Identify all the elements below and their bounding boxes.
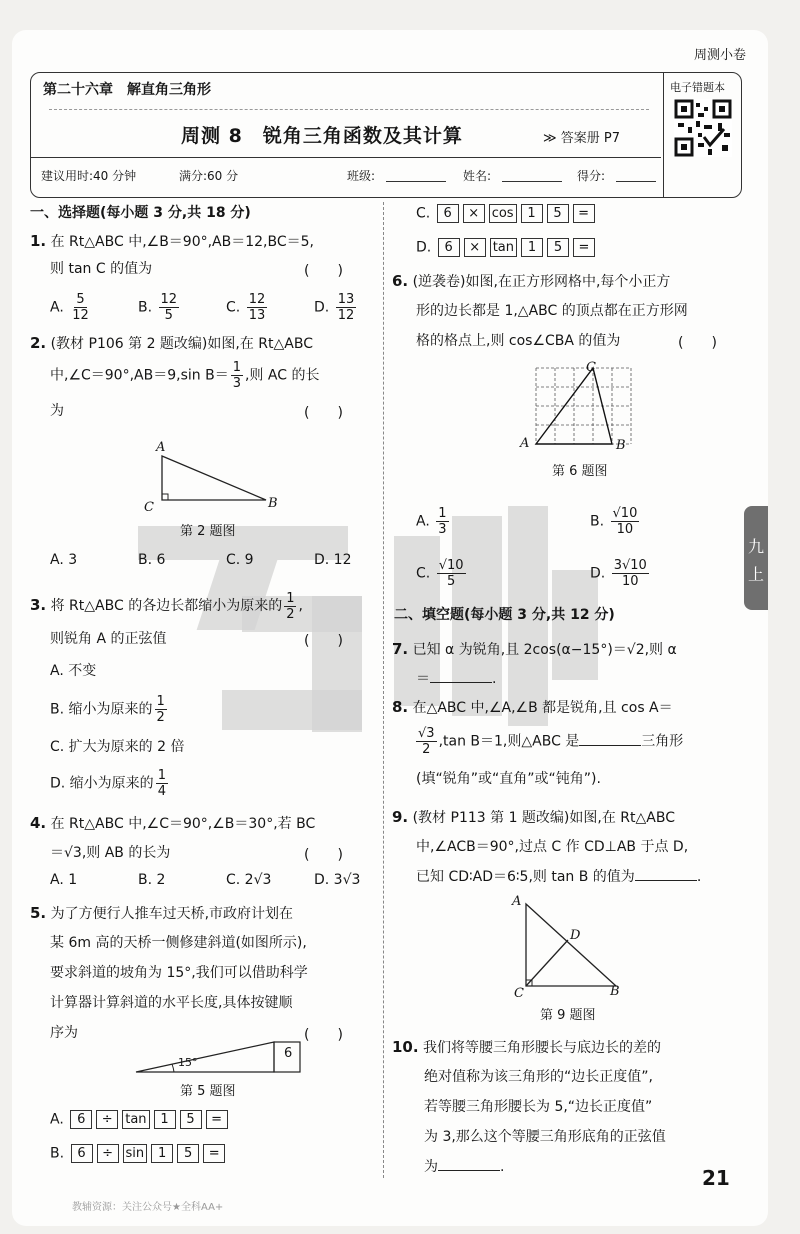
vertex-label-c: C <box>144 500 154 515</box>
option-c[interactable]: C. 9 <box>226 552 254 568</box>
fraction-numerator: 1 <box>157 768 166 783</box>
option-c[interactable] <box>416 558 468 589</box>
fraction-denominator: 12 <box>337 308 355 323</box>
question-6-grid-figure <box>532 364 636 448</box>
question-text: 在 Rt△ABC 中,∠C＝90°,∠B＝30°,若 BC <box>50 816 316 832</box>
question-number: 7. <box>392 640 409 658</box>
option-b[interactable] <box>50 694 169 725</box>
question-text: ＝ <box>416 671 430 687</box>
calculator-key: 5 <box>547 238 569 257</box>
option-letter: C. <box>416 565 431 582</box>
question-3-line2: 则锐角 A 的正弦值 <box>50 631 167 647</box>
section-title-choice: 一、选择题(每小题 3 分,共 18 分) <box>30 205 251 221</box>
vertex-label-d: D <box>570 928 581 943</box>
header-divider-2 <box>31 157 661 158</box>
fraction-numerator: 1 <box>232 360 241 375</box>
question-text: (教材 P106 第 2 题改编)如图,在 Rt△ABC <box>50 336 313 352</box>
question-1-line2: 则 tan C 的值为 <box>50 261 153 277</box>
question-10-line5: 为 . <box>424 1152 504 1182</box>
question-text: 在△ABC 中,∠A,∠B 都是锐角,且 cos A＝ <box>412 700 673 716</box>
figure-caption: 第 9 题图 <box>540 1008 596 1023</box>
fraction-denominator: 3 <box>438 522 447 537</box>
answer-reference: ≫ 答案册 P7 <box>543 131 620 146</box>
calculator-key: 6 <box>71 1144 93 1163</box>
option-b[interactable]: B. 2 <box>138 872 166 888</box>
option-letter: A. <box>50 299 69 316</box>
option-d[interactable] <box>314 292 358 323</box>
question-9-line2: 中,∠ACB＝90°,过点 C 作 CD⊥AB 于点 D, <box>416 839 689 855</box>
question-number: 10. <box>392 1038 419 1056</box>
calculator-key: = <box>573 238 595 257</box>
answer-paren[interactable]: ( ) <box>304 405 343 421</box>
class-blank <box>386 181 446 182</box>
figure-caption: 第 2 题图 <box>180 524 236 539</box>
option-b[interactable] <box>50 1144 227 1163</box>
option-b[interactable] <box>590 506 641 537</box>
option-d[interactable] <box>416 238 597 257</box>
option-letter: D. <box>416 239 436 256</box>
option-a[interactable]: A. 3 <box>50 552 78 568</box>
question-text: (逆袭卷)如图,在正方形网格中,每个小正方 <box>412 274 671 290</box>
option-text: D. 缩小为原来的 <box>50 775 154 792</box>
fraction-numerator: √3 <box>418 726 435 741</box>
answer-paren[interactable]: ( ) <box>304 633 343 649</box>
answer-blank[interactable] <box>635 866 697 881</box>
fraction-denominator: 12 <box>72 308 89 323</box>
question-8 <box>392 692 673 723</box>
option-a[interactable] <box>416 506 451 537</box>
vertex-label-b: B <box>610 984 620 999</box>
question-5-line3: 要求斜道的坡角为 15°,我们可以借助科学 <box>50 965 308 981</box>
question-text: 中,∠C＝90°,AB＝9,sin B＝ <box>50 367 229 384</box>
calculator-key: = <box>206 1110 228 1129</box>
fraction-numerator: √10 <box>438 558 464 573</box>
fraction-numerator: 1 <box>156 694 165 709</box>
fraction-denominator: 2 <box>286 606 295 622</box>
figure-caption: 第 6 题图 <box>552 464 608 479</box>
calculator-key: 1 <box>154 1110 176 1129</box>
fraction <box>159 292 180 323</box>
question-10-line4: 为 3,那么这个等腰三角形底角的正弦值 <box>424 1129 666 1145</box>
option-b[interactable]: B. 6 <box>138 552 166 568</box>
question-8-line2 <box>414 726 683 757</box>
fraction-numerator: 5 <box>76 292 85 307</box>
calculator-key: = <box>203 1144 225 1163</box>
option-letter: B. <box>590 513 605 530</box>
question-number: 2. <box>30 334 47 352</box>
option-letter: B. <box>138 299 157 316</box>
question-text: 为 <box>424 1159 438 1175</box>
grade-blank <box>616 181 656 182</box>
question-9-line3: 已知 CD∶AD＝6∶5,则 tan B 的值为 . <box>416 862 701 892</box>
question-10-line2: 绝对值称为该三角形的“边长正度值”, <box>424 1069 653 1085</box>
question-text: 为了方便行人推车过天桥,市政府计划在 <box>50 906 294 922</box>
vertex-label-a: A <box>512 894 522 909</box>
fraction <box>70 292 91 323</box>
angle-label: 15° <box>178 1056 198 1069</box>
fraction-denominator: 2 <box>156 710 165 725</box>
question-text: , <box>298 598 303 614</box>
question-7 <box>392 634 677 665</box>
option-a[interactable]: A. 不变 <box>50 663 97 679</box>
fraction-numerator: √10 <box>612 506 638 521</box>
exam-page <box>12 30 768 1226</box>
option-text: B. 缩小为原来的 <box>50 701 153 718</box>
calculator-key: = <box>573 204 595 223</box>
qr-panel <box>663 73 742 197</box>
question-5-line4: 计算器计算斜道的水平长度,具体按键顺 <box>50 995 293 1011</box>
question-number: 9. <box>392 808 409 826</box>
fraction-numerator: 1 <box>438 506 447 521</box>
answer-paren[interactable]: ( ) <box>304 1027 343 1043</box>
option-c[interactable]: C. 扩大为原来的 2 倍 <box>50 739 185 755</box>
option-letter: D. <box>314 299 334 316</box>
question-number: 4. <box>30 814 47 832</box>
side-tab-line2: 上 <box>748 565 765 584</box>
name-blank <box>502 181 562 182</box>
answer-blank[interactable] <box>579 731 641 746</box>
fraction-denominator: 4 <box>157 784 166 799</box>
qr-code-icon[interactable] <box>674 99 732 157</box>
height-label: 6 <box>284 1046 293 1061</box>
qr-label: 电子错题本 <box>670 81 725 94</box>
question-10 <box>392 1032 661 1063</box>
fraction-denominator: 5 <box>446 574 456 589</box>
option-letter: D. <box>590 565 606 582</box>
question-text: 我们将等腰三角形腰长与底边长的差的 <box>423 1040 662 1056</box>
class-label: 班级: <box>347 169 376 183</box>
name-label: 姓名: <box>463 169 492 183</box>
question-text: 在 Rt△ABC 中,∠B＝90°,AB＝12,BC＝5, <box>50 234 314 250</box>
question-10-line3: 若等腰三角形腰长为 5,“边长正度值” <box>424 1099 653 1115</box>
option-letter: C. <box>416 205 435 222</box>
question-5-line5: 序为 <box>50 1025 78 1041</box>
question-text: (教材 P113 第 1 题改编)如图,在 Rt△ABC <box>412 810 675 826</box>
question-text: 已知 α 为锐角,且 2cos(α−15°)＝√2,则 α <box>412 642 677 658</box>
option-letter: C. <box>226 299 245 316</box>
fraction <box>247 292 268 323</box>
fraction-denominator: 2 <box>422 742 431 757</box>
grade-label: 得分: <box>577 169 606 183</box>
fraction-numerator: 12 <box>248 292 266 307</box>
calculator-key: 6 <box>437 204 459 223</box>
vertex-label-b: B <box>268 496 278 511</box>
option-c[interactable] <box>416 204 597 223</box>
calculator-key: × <box>463 204 485 223</box>
question-2-line2 <box>50 360 319 391</box>
calculator-key: 1 <box>521 238 543 257</box>
question-1 <box>30 226 314 257</box>
fraction-numerator: 12 <box>160 292 178 307</box>
option-c[interactable] <box>226 292 269 323</box>
question-number: 8. <box>392 698 409 716</box>
grade-side-tab[interactable] <box>744 506 768 610</box>
side-tab-line1: 九 <box>748 537 765 556</box>
fraction-numerator: 1 <box>286 590 295 606</box>
calculator-key: 6 <box>70 1110 92 1129</box>
calculator-key: sin <box>123 1144 148 1163</box>
question-6 <box>392 266 670 297</box>
top-right-label: 周测小卷 <box>693 48 746 63</box>
option-a[interactable] <box>50 1110 230 1129</box>
question-text: ,则 AC 的长 <box>244 367 320 384</box>
fraction-denominator: 13 <box>248 308 266 323</box>
vertex-label-c: C <box>586 360 596 375</box>
question-number: 5. <box>30 904 47 922</box>
header-box <box>30 72 742 198</box>
question-text: 已知 CD∶AD＝6∶5,则 tan B 的值为 <box>416 869 635 885</box>
header-divider <box>49 109 649 110</box>
question-4 <box>30 808 315 839</box>
question-2 <box>30 328 313 359</box>
calculator-key: 1 <box>151 1144 173 1163</box>
vertex-label-a: A <box>156 440 166 455</box>
question-text: 三角形 <box>641 733 684 750</box>
option-d[interactable]: D. 12 <box>314 552 352 568</box>
question-9-figure <box>512 896 622 996</box>
calculator-key: tan <box>122 1110 149 1129</box>
calculator-key: ÷ <box>97 1144 119 1163</box>
answer-paren[interactable]: ( ) <box>678 335 717 351</box>
figure-caption: 第 5 题图 <box>180 1084 236 1099</box>
vertex-label-b: B <box>616 438 626 453</box>
chapter-title: 第二十六章 解直角三角形 <box>43 82 211 98</box>
calculator-key: 5 <box>180 1110 202 1129</box>
question-6-line2: 形的边长都是 1,△ABC 的顶点都在正方形网 <box>416 303 688 319</box>
question-text: ,tan B＝1,则△ABC 是 <box>438 733 580 750</box>
calculator-key: 6 <box>438 238 460 257</box>
answer-blank[interactable] <box>430 668 492 683</box>
suggested-time: 建议用时:40 分钟 <box>41 169 137 183</box>
question-5 <box>30 898 293 929</box>
question-5-figure <box>134 1038 304 1076</box>
question-7-line2: ＝ . <box>416 664 496 694</box>
option-a[interactable]: A. 1 <box>50 872 78 888</box>
fraction-numerator: 3√10 <box>613 558 647 573</box>
full-score: 满分:60 分 <box>179 169 239 183</box>
column-divider <box>383 202 384 1178</box>
test-title: 周测 8 锐角三角函数及其计算 <box>181 125 463 147</box>
fraction-denominator: 10 <box>616 522 634 537</box>
watermark-shape <box>222 690 362 730</box>
option-d[interactable] <box>50 768 170 799</box>
question-6-line3: 格的格点上,则 cos∠CBA 的值为 <box>416 333 621 349</box>
fraction-denominator: 10 <box>621 574 639 589</box>
option-d[interactable] <box>590 558 651 589</box>
vertex-label-c: C <box>514 986 524 1001</box>
question-9 <box>392 802 675 833</box>
calculator-key: tan <box>490 238 517 257</box>
section-title-fill: 二、填空题(每小题 3 分,共 12 分) <box>394 607 615 623</box>
option-letter: B. <box>50 1145 69 1162</box>
calculator-key: 5 <box>547 204 569 223</box>
question-number: 6. <box>392 272 409 290</box>
question-2-line3: 为 <box>50 403 64 419</box>
option-letter: A. <box>50 1111 69 1128</box>
fraction <box>336 292 357 323</box>
option-letter: A. <box>416 513 430 530</box>
option-b[interactable] <box>138 292 181 323</box>
answer-blank[interactable] <box>438 1156 500 1171</box>
question-number: 3. <box>30 596 47 614</box>
question-4-line2: ＝√3,则 AB 的长为 <box>50 845 171 861</box>
option-c[interactable]: C. 2√3 <box>226 872 272 888</box>
fraction-numerator: 13 <box>337 292 355 307</box>
answer-paren[interactable]: ( ) <box>304 263 343 279</box>
question-number: 1. <box>30 232 47 250</box>
question-text: 将 Rt△ABC 的各边长都缩小为原来的 <box>50 598 283 614</box>
calculator-key: × <box>464 238 486 257</box>
calculator-key: ÷ <box>96 1110 118 1129</box>
question-8-line3: (填“锐角”或“直角”或“钝角”). <box>416 771 601 787</box>
question-3 <box>30 590 303 622</box>
option-a[interactable] <box>50 292 93 323</box>
page-number: 21 <box>702 1166 730 1190</box>
calculator-key: 5 <box>177 1144 199 1163</box>
calculator-key: 1 <box>521 204 543 223</box>
vertex-label-a: A <box>520 436 530 451</box>
answer-paren[interactable]: ( ) <box>304 847 343 863</box>
fraction-denominator: 3 <box>232 376 241 391</box>
calculator-key: cos <box>489 204 517 223</box>
option-d[interactable]: D. 3√3 <box>314 872 361 888</box>
question-5-line2: 某 6m 高的天桥一侧修建斜道(如图所示), <box>50 935 307 951</box>
fraction-denominator: 5 <box>164 308 173 323</box>
footer-text: 教辅资源：关注公众号★全科AA+ <box>72 1202 224 1213</box>
